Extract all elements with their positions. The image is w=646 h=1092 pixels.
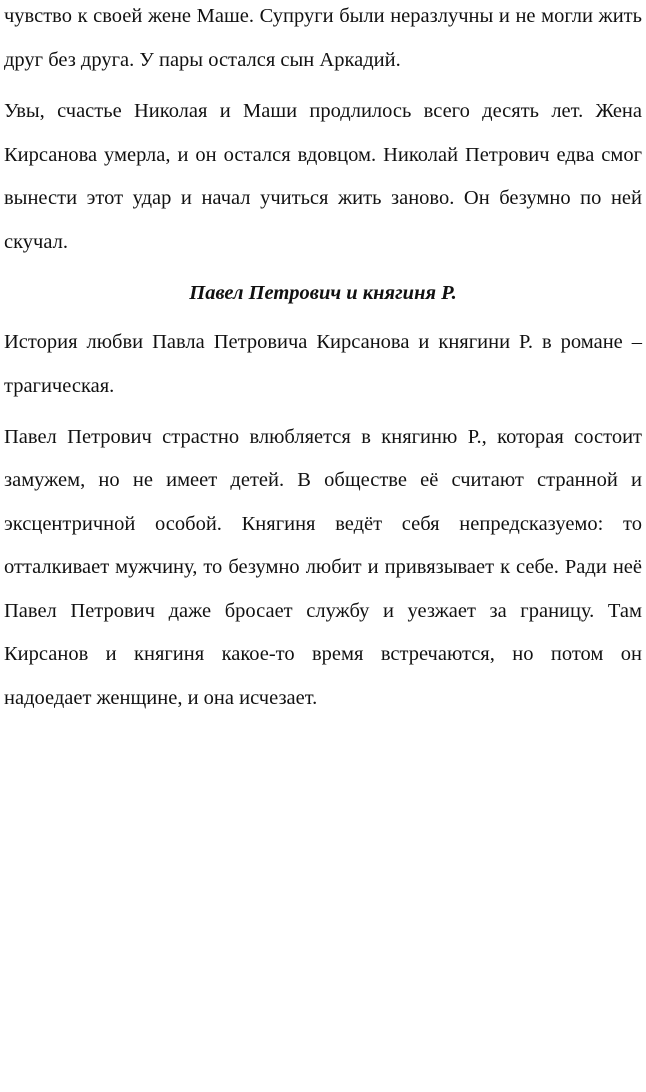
text-line: скучал. — [4, 231, 68, 253]
text-line: отталкивает мужчину, то безумно любит и привязывает к себе. Ради неё — [4, 556, 642, 578]
text-line: чувство к своей жене Маше. Супруги были неразлучны и не могли жить — [4, 5, 642, 27]
text-line: трагическая. — [4, 375, 115, 397]
text-line: Кирсанова умерла, и он остался вдовцом. Николай Петрович едва смог — [4, 144, 642, 166]
text-line: Павел Петрович даже бросает службу и уезжает за границу. Там — [4, 600, 642, 622]
text-line: замужем, но не имеет детей. В обществе её считают странной и — [4, 469, 642, 491]
text-line: Павел Петрович страстно влюбляется в княгиню Р., которая состоит — [4, 426, 642, 448]
text-line: Кирсанов и княгиня какое-то время встречаются, но потом он — [4, 643, 642, 665]
text-line: История любви Павла Петровича Кирсанова и княгини Р. в романе – — [4, 331, 642, 353]
text-line: друг без друга. У пары остался сын Аркадий. — [4, 49, 401, 71]
section-heading: Павел Петрович и княгиня Р. — [189, 282, 457, 304]
text-line: Увы, счастье Николая и Маши продлилось всего десять лет. Жена — [4, 100, 642, 122]
text-line: вынести этот удар и начал учиться жить заново. Он безумно по ней — [4, 187, 642, 209]
text-line: эксцентричной особой. Княгиня ведёт себя непредсказуемо: то — [4, 513, 642, 535]
text-line: надоедает женщине, и она исчезает. — [4, 687, 318, 709]
